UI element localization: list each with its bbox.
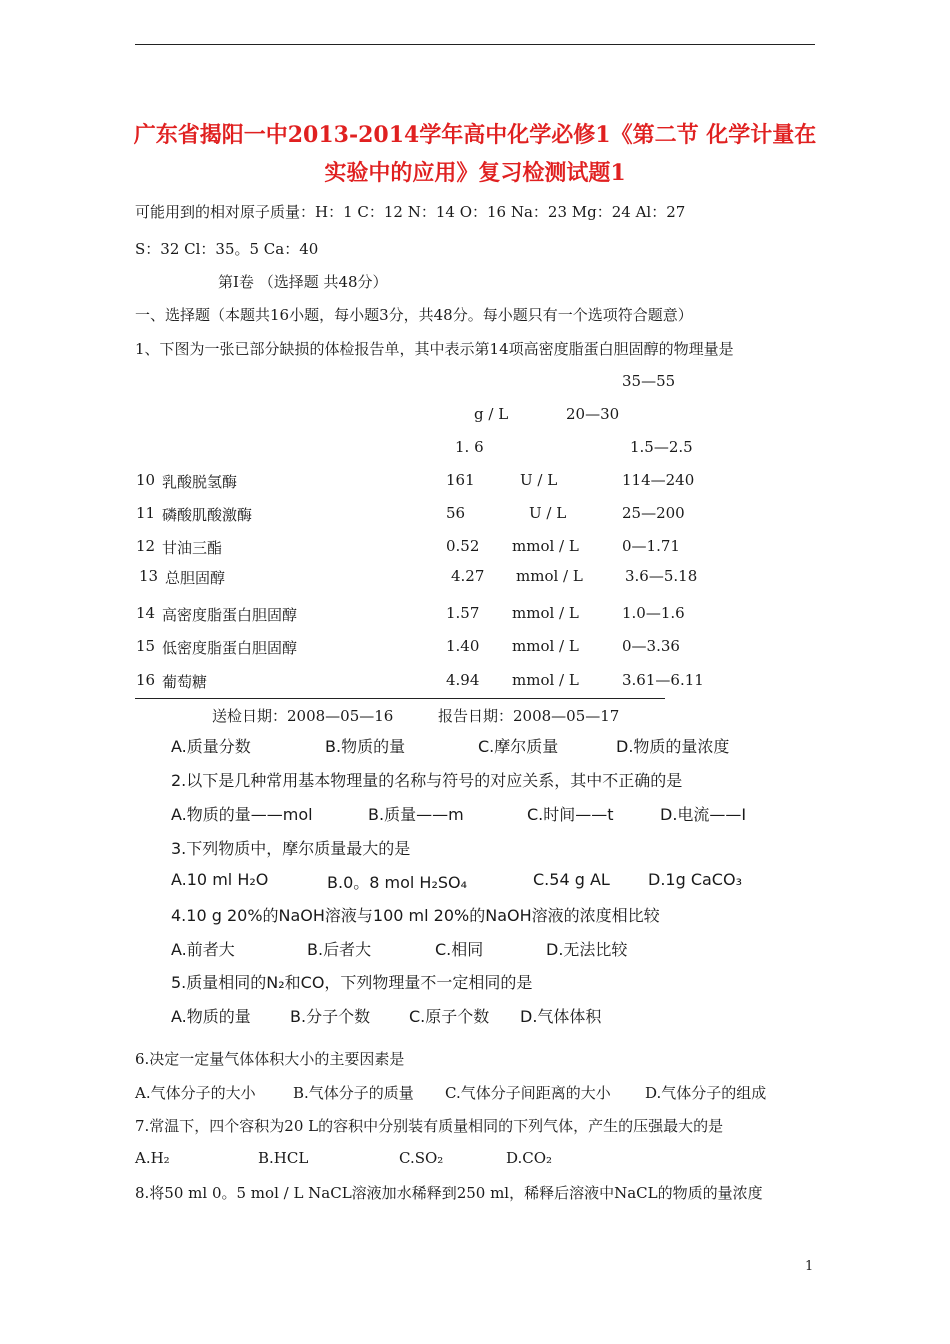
table-cell: 20—30: [566, 405, 620, 423]
atomic-masses-line2: S：32 Cl：35。5 Ca：40: [135, 240, 319, 258]
row-unit: mmol / L: [512, 604, 579, 622]
row-range: 1.0—1.6: [622, 604, 685, 622]
row-value: 56: [446, 504, 466, 522]
row-range: 0—3.36: [622, 637, 680, 655]
row-number: 14: [136, 604, 156, 622]
submit-date: 送检日期：2008—05—16: [212, 707, 394, 725]
table-cell: 1.5—2.5: [630, 438, 693, 456]
table-cell: g / L: [474, 405, 509, 423]
row-name: 高密度脂蛋白胆固醇: [162, 606, 298, 624]
q6-stem: 6.决定一定量气体体积大小的主要因素是: [135, 1050, 405, 1068]
q3-stem: 3.下列物质中，摩尔质量最大的是: [171, 839, 411, 858]
row-value: 161: [446, 471, 475, 489]
q4-stem: 4.10 g 20%的NaOH溶液与100 ml 20%的NaOH溶液的浓度相比较: [171, 906, 660, 925]
q5-option-a[interactable]: A.物质的量: [171, 1007, 251, 1026]
row-name: 甘油三酯: [162, 539, 223, 557]
page-number: 1: [805, 1259, 814, 1274]
q7-option-c[interactable]: C.SO₂: [399, 1149, 444, 1167]
q1-option-d[interactable]: D.物质的量浓度: [616, 737, 730, 756]
atomic-masses-line1: 可能用到的相对原子质量：H：1 C：12 N：14 O：16 Na：23 Mg：24 Al：27: [135, 203, 686, 221]
row-unit: mmol / L: [512, 537, 579, 555]
row-name: 低密度脂蛋白胆固醇: [162, 639, 298, 657]
row-number: 15: [136, 637, 156, 655]
q2-stem: 2.以下是几种常用基本物理量的名称与符号的对应关系，其中不正确的是: [171, 771, 683, 790]
q4-option-b[interactable]: B.后者大: [307, 940, 372, 959]
q5-stem: 5.质量相同的N₂和CO，下列物理量不一定相同的是: [171, 973, 533, 992]
row-value: 4.27: [451, 567, 485, 585]
q3-option-d[interactable]: D.1g CaCO₃: [648, 870, 742, 889]
q8-stem: 8.将50 ml 0。5 mol / L NaCL溶液加水稀释到250 ml，稀释后溶液中NaCL的物质的量浓度: [135, 1184, 763, 1202]
row-value: 4.94: [446, 671, 480, 689]
row-range: 0—1.71: [622, 537, 680, 555]
q6-option-a[interactable]: A.气体分子的大小: [135, 1084, 256, 1102]
q1-option-b[interactable]: B.物质的量: [325, 737, 406, 756]
q7-option-b[interactable]: B.HCL: [258, 1149, 309, 1167]
row-name: 乳酸脱氢酶: [162, 473, 238, 491]
row-unit: mmol / L: [512, 671, 579, 689]
q7-option-d[interactable]: D.CO₂: [506, 1149, 553, 1167]
header-rule: [135, 44, 815, 45]
row-range: 25—200: [622, 504, 685, 522]
q1-stem: 1、下图为一张已部分缺损的体检报告单，其中表示第14项高密度脂蛋白胆固醇的物理量是: [135, 340, 734, 358]
page-title-line2: 实验中的应用》复习检测试题1: [324, 160, 626, 186]
row-unit: mmol / L: [516, 567, 583, 585]
row-number: 16: [136, 671, 156, 689]
row-value: 0.52: [446, 537, 480, 555]
q6-option-d[interactable]: D.气体分子的组成: [645, 1084, 767, 1102]
table-cell: 35—55: [622, 372, 676, 390]
row-range: 3.6—5.18: [625, 567, 698, 585]
report-date: 报告日期：2008—05—17: [438, 707, 620, 725]
volume-label: 第Ⅰ卷 （选择题 共48分）: [218, 273, 388, 291]
q1-option-c[interactable]: C.摩尔质量: [478, 737, 559, 756]
q2-option-c[interactable]: C.时间——t: [527, 805, 614, 824]
row-value: 1.40: [446, 637, 480, 655]
q3-option-b[interactable]: B.0。8 mol H₂SO₄: [327, 873, 468, 892]
q6-option-b[interactable]: B.气体分子的质量: [293, 1084, 414, 1102]
q7-option-a[interactable]: A.H₂: [135, 1149, 170, 1167]
row-number: 13: [139, 567, 159, 585]
q4-option-c[interactable]: C.相同: [435, 940, 484, 959]
row-value: 1.57: [446, 604, 480, 622]
table-bottom-rule: [135, 698, 665, 699]
q2-option-d[interactable]: D.电流——I: [660, 805, 747, 824]
q6-option-c[interactable]: C.气体分子间距离的大小: [445, 1084, 611, 1102]
q4-option-a[interactable]: A.前者大: [171, 940, 235, 959]
row-name: 磷酸肌酸激酶: [162, 506, 253, 524]
row-unit: mmol / L: [512, 637, 579, 655]
q7-stem: 7.常温下，四个容积为20 L的容积中分别装有质量相同的下列气体，产生的压强最大的是: [135, 1117, 724, 1135]
row-unit: U / L: [520, 471, 558, 489]
row-number: 10: [136, 471, 156, 489]
row-name: 总胆固醇: [165, 569, 226, 587]
q5-option-c[interactable]: C.原子个数: [409, 1007, 490, 1026]
row-number: 11: [136, 504, 156, 522]
section-heading: 一、选择题（本题共16小题，每小题3分，共48分。每小题只有一个选项符合题意）: [135, 306, 693, 324]
q3-option-c[interactable]: C.54 g AL: [533, 870, 610, 889]
q1-option-a[interactable]: A.质量分数: [171, 737, 251, 756]
row-unit: U / L: [529, 504, 567, 522]
q3-option-a[interactable]: A.10 ml H₂O: [171, 870, 269, 889]
row-name: 葡萄糖: [162, 673, 208, 691]
q2-option-b[interactable]: B.质量——m: [368, 805, 464, 824]
table-cell: 1. 6: [455, 438, 484, 456]
q4-option-d[interactable]: D.无法比较: [546, 940, 628, 959]
row-range: 3.61—6.11: [622, 671, 704, 689]
row-range: 114—240: [622, 471, 695, 489]
row-number: 12: [136, 537, 156, 555]
q5-option-d[interactable]: D.气体体积: [520, 1007, 602, 1026]
q2-option-a[interactable]: A.物质的量——mol: [171, 805, 313, 824]
page-title-line1: 广东省揭阳一中2013-2014学年高中化学必修1《第二节 化学计量在: [133, 122, 817, 148]
q5-option-b[interactable]: B.分子个数: [290, 1007, 371, 1026]
